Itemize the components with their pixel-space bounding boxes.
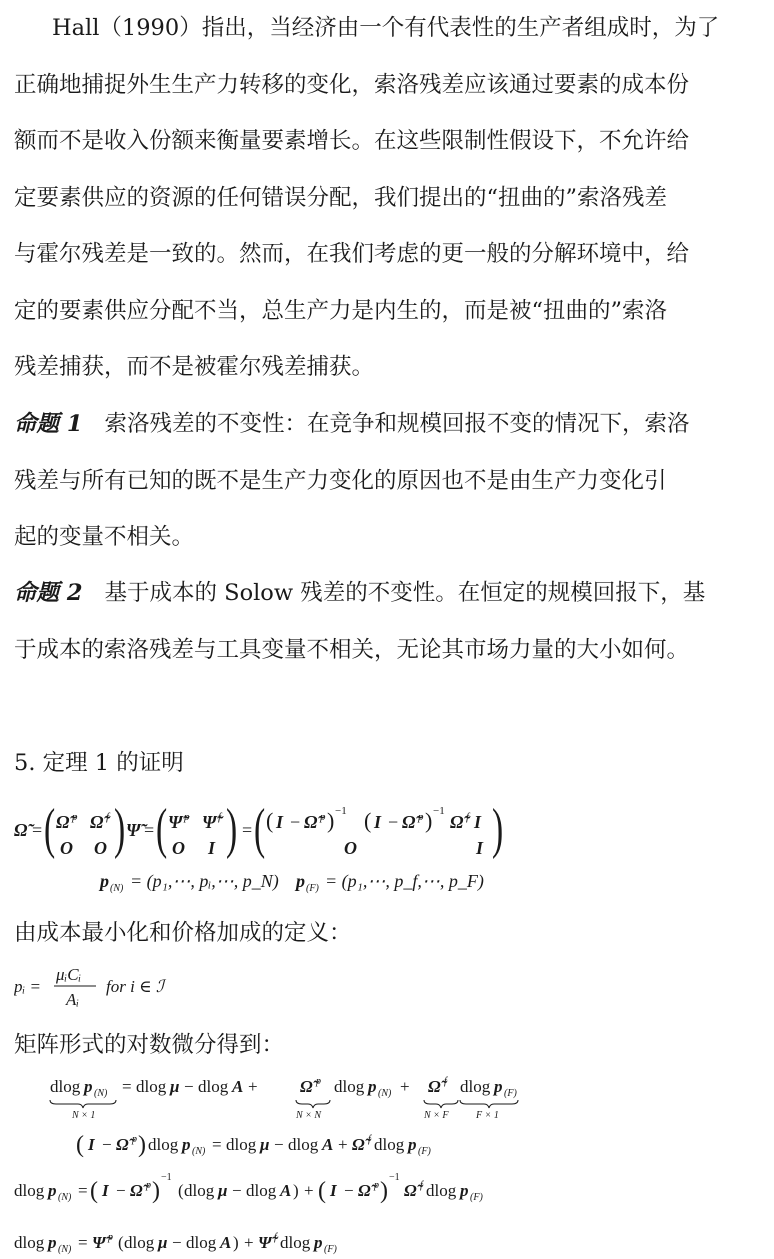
text-line — [14, 396, 766, 453]
l2-A: A — [322, 1135, 334, 1154]
l1-under-Nx1: N × 1 — [72, 1110, 96, 1121]
price-equation — [14, 962, 254, 1012]
l4-sup-f: f — [274, 1232, 277, 1243]
l2-dlog-2: dlog — [226, 1135, 257, 1154]
text-log-diff: 矩阵形式的对数微分得到： — [14, 1032, 285, 1058]
line-text: 定的要素供应分配不当，总生产力是内生的，而是被“扭曲的”索洛 — [14, 297, 668, 324]
text-line — [14, 113, 766, 170]
l4-sub-F: (F) — [324, 1244, 337, 1255]
l2-eq: = — [212, 1135, 222, 1154]
l2-plus: + — [338, 1135, 348, 1154]
rparen-3: ) — [492, 797, 504, 860]
p-vec-F: p — [296, 871, 305, 891]
l3-sup-p-1: p — [146, 1180, 151, 1191]
l3-rparen-1: ) — [152, 1178, 160, 1204]
pi-denominator: Aᵢ — [66, 990, 80, 1009]
m3-I-3: I — [474, 812, 482, 832]
m3-I-4: I — [476, 838, 484, 858]
m3-sup-p-1: p — [320, 811, 326, 823]
m1-sup-f: f — [106, 811, 110, 823]
log-diff-equations — [14, 1070, 574, 1259]
l1-p: p — [84, 1077, 93, 1096]
m3-I-2: I — [374, 812, 382, 832]
m3-neg1-1: −1 — [335, 805, 347, 817]
l1-underbrace-1 — [50, 1100, 116, 1108]
l3-dlog-3: dlog — [246, 1181, 277, 1200]
l3-eq: = — [78, 1181, 88, 1200]
m1-O-1: O — [60, 838, 73, 858]
l4-rp: ) — [233, 1233, 239, 1252]
text-line — [14, 453, 766, 510]
l4-sup-p: p — [108, 1232, 113, 1243]
l2-omega-f: Ω̃ — [352, 1135, 365, 1154]
l3-sub-F: (F) — [470, 1192, 483, 1203]
l1-under-NxN: N × N — [296, 1110, 322, 1121]
rparen-1: ) — [113, 797, 126, 860]
text-line — [14, 0, 766, 57]
l3-neg1-2: −1 — [389, 1172, 400, 1183]
m2-I: I — [208, 838, 216, 858]
pi-numerator: μᵢCᵢ — [56, 965, 82, 984]
l4-eq: = — [78, 1233, 88, 1252]
text-cost-min: 由成本最小化和价格加成的定义： — [14, 920, 352, 946]
m2-psi-f: Ψ̃ — [202, 812, 217, 832]
line-text: 残差与所有已知的既不是生产力变化的原因也不是由生产力变化引 — [14, 467, 667, 494]
l3-mu: μ — [218, 1181, 228, 1200]
l3-A: A — [280, 1181, 292, 1200]
inner-rparen-1: ) — [327, 808, 335, 833]
m1-omega-p: Ω̃ — [56, 812, 70, 832]
p-vec-N: p — [100, 871, 109, 891]
m3-minus-2: − — [388, 812, 399, 832]
l2-rparen: ) — [138, 1132, 146, 1158]
l1-sub-N: (N) — [94, 1088, 108, 1099]
l3-minus-2: − — [232, 1181, 242, 1200]
m3-omega-1: Ω̃ — [304, 812, 318, 832]
l3-omega-f: Ω̃ — [404, 1181, 417, 1200]
l1-under-NxF: N × F — [424, 1110, 449, 1121]
l4-lp: ( — [118, 1233, 124, 1252]
l3-sup-p-2: p — [374, 1180, 379, 1191]
line-text: 基于成本的 Solow 残差的不变性。在恒定的规模回报下，基 — [104, 580, 706, 606]
l3-p: p — [48, 1181, 57, 1200]
l3-I-2: I — [330, 1181, 337, 1200]
equals-2: = — [144, 820, 155, 840]
l3-dlog-1: dlog — [14, 1181, 45, 1200]
l1-eq: = — [122, 1077, 132, 1096]
l2-p: p — [182, 1135, 191, 1154]
proposition-1 — [14, 396, 766, 566]
l4-psi-f: Ψ̃ — [258, 1233, 272, 1252]
l1-plus-2: + — [400, 1077, 410, 1096]
paragraph-hall — [14, 0, 766, 396]
l4-plus: + — [244, 1233, 254, 1252]
sub-N-1: (N) — [110, 883, 124, 894]
m2-O: O — [172, 838, 185, 858]
text-line — [14, 57, 766, 114]
l3-neg1-1: −1 — [161, 1172, 172, 1183]
l1-mu: μ — [170, 1077, 180, 1096]
inner-lparen-2: ( — [364, 808, 372, 833]
l4-mu: μ — [158, 1233, 168, 1252]
l4-p: p — [48, 1233, 57, 1252]
m3-minus-1: − — [290, 812, 301, 832]
line-text: 残差捕获，而不是被霍尔残差捕获。 — [14, 354, 375, 380]
l3-omega-p-2: Ω̃ — [358, 1181, 371, 1200]
l4-dlog-2: dlog — [124, 1233, 155, 1252]
l3-lparen-1: ( — [90, 1178, 98, 1204]
section-heading: 5. 定理 1 的证明 — [14, 750, 184, 776]
l4-psi-p: Ψ̃ — [92, 1233, 106, 1252]
l1-underbrace-4 — [460, 1100, 518, 1108]
l2-omega-p: Ω̃ — [116, 1135, 129, 1154]
l3-p-2: p — [460, 1181, 469, 1200]
l4-dlog-1: dlog — [14, 1233, 45, 1252]
line-text: 索洛残差的不变性：在竞争和规模回报不变的情况下，索洛 — [104, 411, 690, 437]
l1-p-2: p — [368, 1077, 377, 1096]
pi-for: for i ∈ ℐ — [106, 977, 164, 996]
l2-sup-f: f — [368, 1134, 371, 1145]
l3-rparen-3: ) — [380, 1178, 388, 1204]
p-N-def: = (p₁,⋯, pᵢ,⋯, p_N) — [130, 871, 279, 891]
psi-symbol: Ψ̃ — [126, 820, 141, 840]
lparen-3: ( — [254, 797, 266, 860]
l2-I: I — [88, 1135, 95, 1154]
m2-psi-p: Ψ̃ — [168, 812, 183, 832]
l2-dlog-3: dlog — [288, 1135, 319, 1154]
l1-underbrace-3 — [424, 1100, 458, 1108]
line-text: 定要素供应的资源的任何错误分配，我们提出的“扭曲的”索洛残差 — [14, 184, 668, 211]
l4-dlog-4: dlog — [280, 1233, 311, 1252]
l2-sub-F: (F) — [418, 1146, 431, 1157]
line-text: Hall（1990）指出，当经济由一个有代表性的生产者组成时，为了 — [52, 15, 720, 41]
l1-underbrace-2 — [296, 1100, 330, 1108]
line-text: 额而不是收入份额来衡量要素增长。在这些限制性假设下，不允许给 — [14, 128, 690, 154]
m1-O-2: O — [94, 838, 107, 858]
l3-plus: + — [304, 1181, 314, 1200]
l1-under-Fx1: F × 1 — [476, 1110, 499, 1121]
l3-dlog-4: dlog — [426, 1181, 457, 1200]
m3-O: O — [344, 838, 357, 858]
l2-minus-2: − — [274, 1135, 284, 1154]
l3-I-1: I — [102, 1181, 109, 1200]
pi-lhs: pᵢ = — [14, 977, 41, 996]
l2-sub-N: (N) — [192, 1146, 206, 1157]
equals-3: = — [242, 820, 253, 840]
matrix-definitions — [14, 792, 574, 900]
text-line — [14, 565, 766, 622]
m3-I-1: I — [276, 812, 284, 832]
l3-omega-p-1: Ω̃ — [130, 1181, 143, 1200]
text-line — [14, 283, 766, 340]
inner-rparen-2: ) — [425, 808, 433, 833]
sub-F-1: (F) — [306, 883, 319, 894]
l3-lparen-3: ( — [318, 1178, 326, 1204]
text-line — [14, 339, 766, 396]
l1-minus: − — [184, 1077, 194, 1096]
l1-dlog-2: dlog — [136, 1077, 167, 1096]
l2-p-2: p — [408, 1135, 417, 1154]
text-line — [14, 226, 766, 283]
m3-omega-f: Ω̃ — [450, 812, 464, 832]
m2-sup-f: f — [218, 811, 222, 823]
m3-omega-2: Ω̃ — [402, 812, 416, 832]
l1-sub-N-2: (N) — [378, 1088, 392, 1099]
text-line — [14, 170, 766, 227]
p-F-def: = (p₁,⋯, p_f,⋯, p_F) — [325, 871, 484, 891]
equals-1: = — [32, 820, 43, 840]
lparen-2: ( — [156, 797, 168, 860]
m2-sup-p: p — [184, 811, 190, 823]
l1-dlog-1: dlog — [50, 1077, 81, 1096]
l4-dlog-3: dlog — [186, 1233, 217, 1252]
l1-A: A — [232, 1077, 244, 1096]
text-line — [14, 622, 766, 679]
l1-p-3: p — [494, 1077, 503, 1096]
m3-neg1-2: −1 — [433, 805, 445, 817]
line-text: 与霍尔残差是一致的。然而，在我们考虑的更一般的分解环境中，给 — [14, 241, 690, 267]
l2-dlog-1: dlog — [148, 1135, 179, 1154]
m1-omega-f: Ω̃ — [90, 812, 104, 832]
l1-omega-p: Ω̃ — [300, 1077, 313, 1096]
line-text: 起的变量不相关。 — [14, 524, 195, 550]
rparen-2: ) — [226, 797, 238, 860]
l1-omega-f: Ω̃ — [428, 1077, 441, 1096]
m3-sup-f: f — [466, 811, 470, 823]
m1-sup-p: p — [72, 811, 78, 823]
proposition-label: 命题 1 — [14, 411, 83, 437]
lparen-1: ( — [44, 797, 56, 860]
l1-plus-1: + — [248, 1077, 258, 1096]
l1-sup-p: p — [316, 1076, 321, 1087]
text-line — [14, 509, 766, 566]
l3-sup-f: f — [420, 1180, 423, 1191]
l4-minus: − — [172, 1233, 182, 1252]
l4-p-2: p — [314, 1233, 323, 1252]
l3-lp2: ( — [178, 1181, 184, 1200]
l2-sup-p: p — [132, 1134, 137, 1145]
l1-dlog-5: dlog — [460, 1077, 491, 1096]
inner-lparen-1: ( — [266, 808, 274, 833]
line-text: 于成本的索洛残差与工具变量不相关，无论其市场力量的大小如何。 — [14, 636, 690, 663]
l4-A: A — [220, 1233, 232, 1252]
proposition-2 — [14, 565, 766, 678]
l2-dlog-4: dlog — [374, 1135, 405, 1154]
l1-dlog-3: dlog — [198, 1077, 229, 1096]
l2-mu: μ — [260, 1135, 270, 1154]
proposition-label: 命题 2 — [14, 580, 83, 606]
l4-sub-N: (N) — [58, 1244, 72, 1255]
l2-lparen: ( — [76, 1132, 84, 1158]
l2-minus-1: − — [102, 1135, 112, 1154]
l3-minus-3: − — [344, 1181, 354, 1200]
l1-sub-F: (F) — [504, 1088, 517, 1099]
l3-minus-1: − — [116, 1181, 126, 1200]
omega-symbol: Ω̃ — [14, 820, 28, 840]
l3-dlog-2: dlog — [184, 1181, 215, 1200]
line-text: 正确地捕捉外生生产力转移的变化，索洛残差应该通过要素的成本份 — [14, 71, 690, 98]
m3-sup-p-2: p — [418, 811, 424, 823]
l3-sub-N: (N) — [58, 1192, 72, 1203]
l1-sup-f: f — [444, 1076, 447, 1087]
l3-rp2: ) — [293, 1181, 299, 1200]
l1-dlog-4: dlog — [334, 1077, 365, 1096]
